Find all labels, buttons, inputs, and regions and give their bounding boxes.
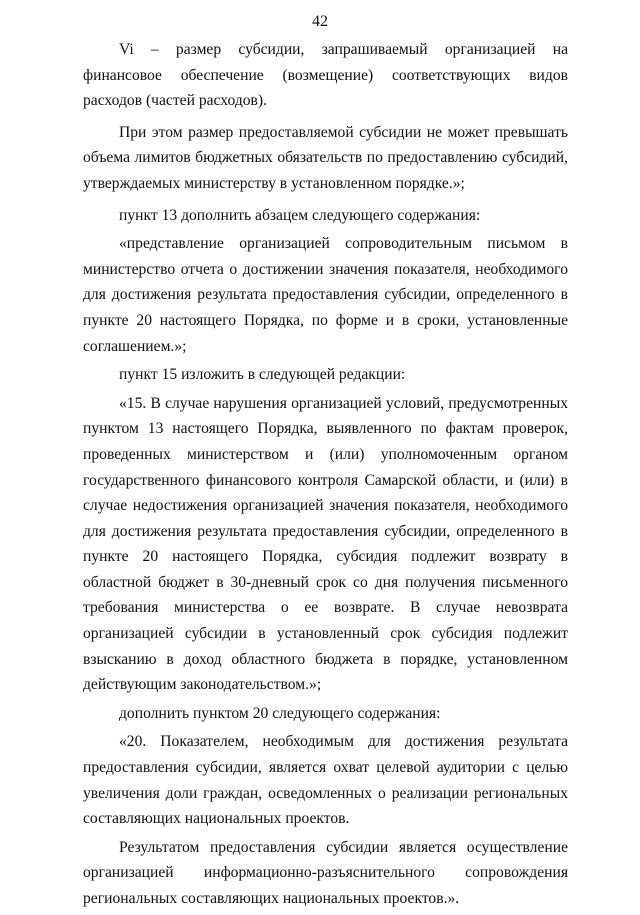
paragraph-item-15-text: «15. В случае нарушения организацией условий, предусмотренных пунктом 13 настоящего Порядка, выявленного по фактам проверок, проведенных министерством и (или) уполномоченным органом государственного финансового контроля Самарской области, и (или) в случае недостижения организацией значения показателя, необходимого для достижения результата предоставления субсидии, определенного в пункте 20 настоящего Порядка, субсидия подлежит возврату в областной бюджет в 30-дневный срок со дня получения письменного требования министерства о ее возврате. В случае невозврата организацией субсидии в установленный срок субсидия подлежит взысканию в доход областного бюджета в порядке, установленном действующим законодательством.»; [83, 394, 568, 694]
document-body [83, 37, 568, 915]
page-number: 42 [312, 13, 328, 30]
paragraph-item-20-indicator: «20. Показателем, необходимым для достижения результата предоставления субсидии, является охват целевой аудитории с целью увеличения доли граждан, осведомленных о реализации региональных составляющих национальных проектов. [83, 733, 568, 828]
paragraph-subsidy-limit: При этом размер предоставляемой субсидии не может превышать объема лимитов бюджетных обязательств по предоставлению субсидий, утверждаемых министерству в установленном порядке.»; [83, 123, 568, 192]
paragraph-amend-item-15: пункт 15 изложить в следующей редакции: [119, 366, 406, 384]
paragraph-report-submission: «представление организацией сопроводительным письмом в министерство отчета о достижении значения показателя, необходимого для достижения результата предоставления субсидии, определенного в пункте 20 настоящего Порядка, по форме и в сроки, установленные соглашением.»; [83, 235, 568, 355]
paragraph-amend-item-13: пункт 13 дополнить абзацем следующего содержания: [119, 206, 481, 224]
paragraph-item-20-result: Результатом предоставления субсидии является осуществление организацией информационно-разъяснительного сопровождения региональных составляющих национальных проектов.». [83, 838, 568, 907]
paragraph-add-item-20: дополнить пунктом 20 следующего содержания: [119, 704, 441, 722]
paragraph-formula-definition: Vi – размер субсидии, запрашиваемый организацией на финансовое обеспечение (возмещение) соответствующих видов расходов (частей расходов). [83, 41, 568, 110]
